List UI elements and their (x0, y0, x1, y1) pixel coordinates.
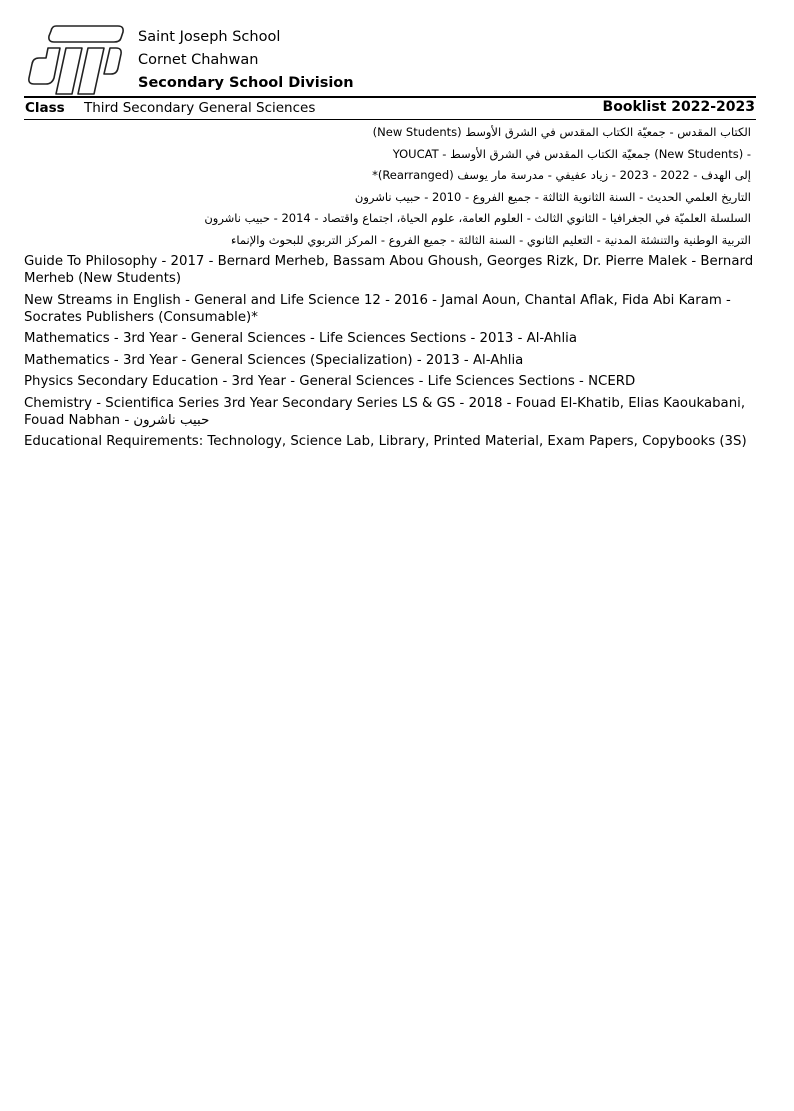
school-logo (26, 22, 126, 98)
school-header (138, 26, 354, 95)
school-location: Cornet Chahwan (138, 52, 259, 68)
list-item: Mathematics - 3rd Year - General Sciences - Life Sciences Sections - 2013 - Al-Ahlia (24, 331, 577, 346)
list-item: YOUCAT - جمعيّة الكتاب المقدس في الشرق الأوسط (New Students) - (392, 146, 751, 161)
list-item: Educational Requirements: Technology, Science Lab, Library, Printed Material, Exam Papers, Copybooks (3S) (24, 434, 747, 449)
list-item: إلى الهدف - 2022 - 2023 - زياد عفيفي - مدرسة مار يوسف (Rearranged)* (372, 168, 751, 183)
header-divider (24, 96, 756, 98)
list-item: الكتاب المقدس - جمعيّة الكتاب المقدس في الشرق الأوسط (New Students) (372, 125, 751, 139)
book-list (24, 253, 754, 455)
class-value: Third Secondary General Sciences (84, 100, 316, 116)
list-item: Guide To Philosophy - 2017 - Bernard Merheb, Bassam Abou Ghoush, Georges Rizk, Dr. Pierre Malek - Bernard Merheb (New Students) (24, 254, 754, 286)
list-item: التربية الوطنية والتنشئة المدنية - التعليم الثانوي - السنة الثالثة - جميع الفروع - المركز التربوي للبحوث والإنماء (230, 232, 751, 247)
list-item: New Streams in English - General and Life Science 12 - 2016 - Jamal Aoun, Chantal Aflak, Fida Abi Karam - Socrates Publishers (Consumable)* (24, 292, 731, 325)
school-name: Saint Joseph School (138, 29, 281, 45)
list-item: Physics Secondary Education - 3rd Year - General Sciences - Life Sciences Sections - NCERD (24, 374, 636, 389)
class-label: Class (25, 100, 65, 116)
class-row-divider (24, 119, 756, 120)
list-item: Chemistry - Scientifica Series 3rd Year Secondary Series LS & GS - 2018 - Fouad El-Khatib, Elias Kaoukabani, Fouad Nabhan - حبيب ناشرون (24, 395, 746, 428)
list-item: التاريخ العلمي الحديث - السنة الثانوية الثالثة - جميع الفروع - 2010 - حبيب ناشرون (354, 189, 751, 204)
school-division: Secondary School Division (138, 75, 354, 91)
booklist-title: Booklist 2022-2023 (602, 99, 755, 115)
arabic-book-list (24, 122, 751, 252)
list-item: Mathematics - 3rd Year - General Sciences (Specialization) - 2013 - Al-Ahlia (24, 352, 524, 368)
list-item: السلسلة العلميّة في الجغرافيا - الثانوي الثالث - العلوم العامة، علوم الحياة، اجتماع واقتصاد - 2014 - حبيب ناشرون (204, 211, 751, 226)
class-row (24, 99, 756, 119)
